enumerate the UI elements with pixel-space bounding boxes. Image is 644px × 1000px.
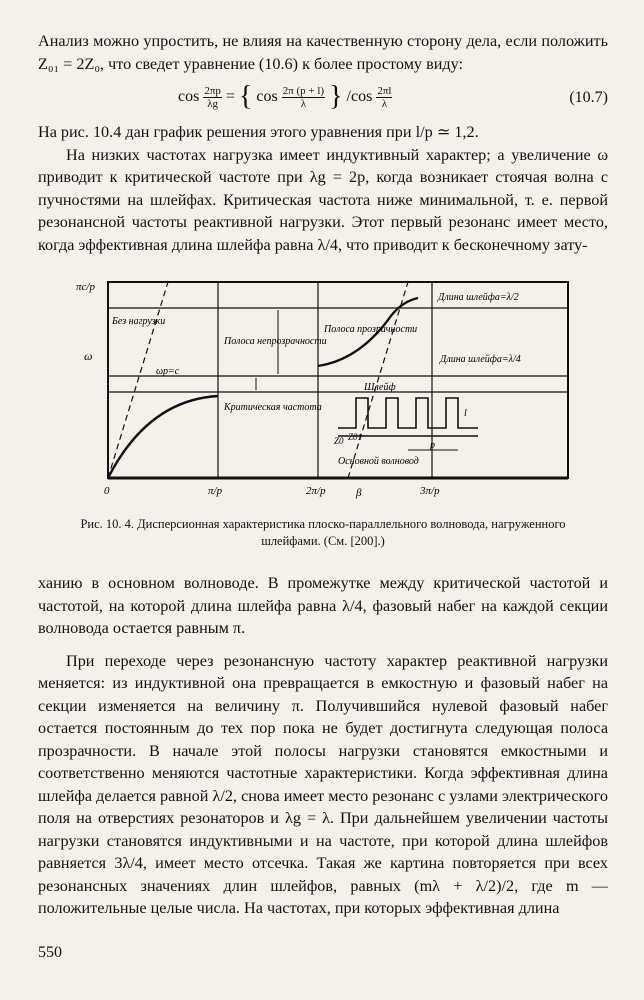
paragraph-4: ханию в основном волноводе. В промежутке между критической частотой и частотой, на которой длина шлейфа равна λ/4, фазовый набег на каждой секции волновода остается равным π. [38,574,608,637]
eq-mid-num: 2π (p + l) [282,84,325,97]
label-stopband: Полоса непрозрачности [224,336,327,347]
eq-equals: = [225,88,235,105]
eq-right-brace: } [329,81,343,112]
spacer [38,550,608,572]
equation-10-7 [38,77,608,121]
tick-pi: π/p [208,485,223,497]
tick-origin: 0 [104,485,110,497]
eq-lhs-cos: cos [178,88,200,105]
page-body [38,30,608,920]
paragraph-5: При переходе через резонансную частоту характер реактивной нагрузки меняется: из индуктивной она превращается в емкостную и фазовый набег на секции изменяется на величину π. Получившийся нулевой фазовый набег остается постоянным до тех пор пока не будет достигнута следующая полоса прозрачности. В начале этой полосы нагрузки становятся емкостными и соответственно меняются частотные характеристики. Когда эффективная длина шлейфа делается равной λ/2, снова имеет место резонанс с узлами электрического поля на отверстиях резонаторов и λg = λ. При дальнейшем увеличении частоты нагрузки становятся индуктивными и на частоте, при которой длина шлейфов равняется 3λ/4, имеет место отсечка. Такая же картина повторяется при всех резонансных значениях длин шлейфов, равных (mλ + λ/2)/2, где m — положительные целые числа. На частотах, при которых эффективная длина [38,651,608,917]
figure-10-4 [38,270,608,510]
paragraph-3: На низких частотах нагрузка имеет индуктивный характер; а увеличение ω приводит к критической частоте при λg = 2p, когда возникает стоячая волна с пучностями на шлейфах. Критическая частота ниже минимальной, т. е. первой резонансной частоты реактивной нагрузки. Этот первый резонанс имеет место, когда эффективная длина шлейфа равна λ/4, что приводит к бесконечному зату- [38,145,608,254]
eq-lhs-num: 2πp [204,84,221,97]
page-number: 550 [38,944,62,961]
label-main-guide: Основной волновод [338,456,419,467]
equation-body [178,83,392,111]
label-y-axis: ω [84,349,93,363]
eq-rhs-cos: /cos [346,88,373,105]
label-l-mark: l [464,408,467,419]
eq-rhs-num: 2πl [377,84,392,97]
label-passband: Полоса прозрачности [324,324,418,335]
eq-rhs-den: λ [381,97,388,110]
tick-beta: β [356,487,362,499]
tick-2pi: 2π/p [306,485,326,497]
label-light-line: ωp=c [156,366,180,377]
tick-3pi: 3π/p [420,485,440,497]
eq-mid-cos: cos [256,88,278,105]
figure-caption: Рис. 10. 4. Дисперсионная характеристика плоско-параллельного волновода, нагруженного шлейфами. (См. [200].) [80,517,566,548]
dispersion-diagram [38,270,608,510]
label-p-mark: p [430,440,435,451]
label-z01: Z01 [348,432,363,442]
stub-profile [338,398,478,428]
label-stub-half: Длина шлейфа=λ/2 [438,292,519,303]
paragraph-1: Анализ можно упростить, не влияя на качественную сторону дела, если положить Z₀₁ = 2Z₀, что сведет уравнение (10.6) к более простому виду: [38,32,608,73]
label-critical: Критическая частота [224,402,322,413]
light-line-2 [348,282,408,478]
eq-lhs-den: λg [207,97,219,110]
equation-number: (10.7) [569,89,608,106]
label-no-load: Без нагрузки [112,316,166,327]
light-line-1 [108,282,168,478]
label-stub: Шлейф [364,382,396,393]
eq-rhs-frac [376,85,392,110]
label-stub-quarter: Длина шлейфа=λ/4 [440,354,521,365]
label-z0: Z0 [334,436,344,446]
eq-mid-den: λ [300,97,307,110]
label-y-top: πc/p [76,281,95,293]
eq-lhs-frac [203,85,222,110]
eq-left-brace: { [238,81,253,112]
paragraph-2: На рис. 10.4 дан график решения этого уравнения при l/p ≃ 1,2. [38,123,479,141]
dispersion-curve-1 [108,396,218,478]
plot-frame [108,282,568,478]
eq-mid-frac [282,85,325,110]
